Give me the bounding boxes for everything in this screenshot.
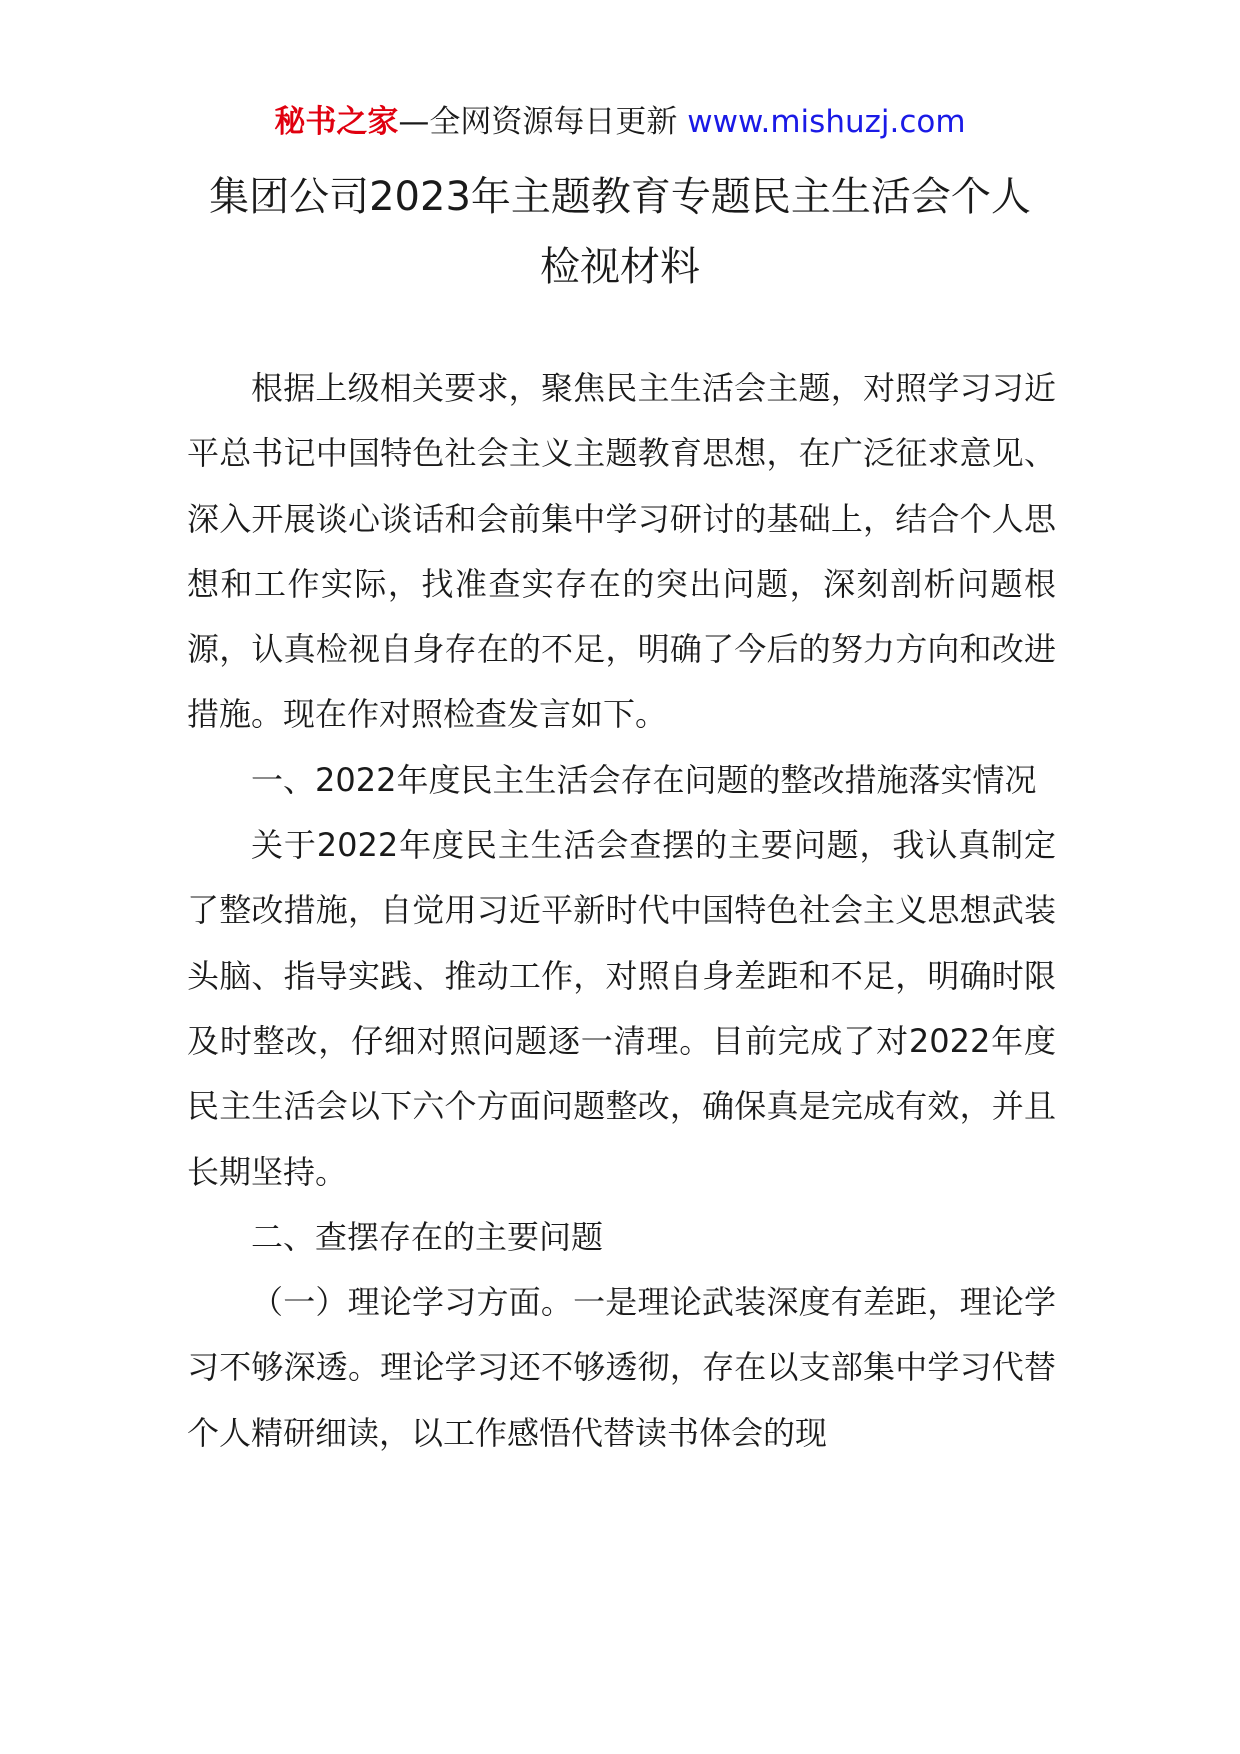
- title-line-2: 检视材料: [540, 244, 700, 290]
- document-title: [150, 162, 1090, 302]
- section-heading-2: 二、查摆存在的主要问题: [251, 1217, 604, 1256]
- body-paragraph: 关于2022年度民主生活会查摆的主要问题，我认真制定了整改措施，自觉用习近平新时代中国特色社会主义思想武装头脑、指导实践、推动工作，对照自身差距和不足，明确时限及时整改，仔细对照问题逐一清理。目前完成了对2022年度民主生活会以下六个方面问题整改，确保真是完成有效，并且长期坚持。: [187, 826, 1056, 1191]
- document-body: [187, 356, 1056, 1466]
- title-line-1: 集团公司2023年主题教育专题民主生活会个人: [209, 174, 1031, 220]
- site-header: [0, 102, 1240, 142]
- body-paragraph: （一）理论学习方面。一是理论武装深度有差距，理论学习不够深透。理论学习还不够透彻，存在以支部集中学习代替个人精研细读，以工作感悟代替读书体会的现: [187, 1283, 1056, 1452]
- intro-paragraph: 根据上级相关要求，聚焦民主生活会主题，对照学习习近平总书记中国特色社会主义主题教育思想，在广泛征求意见、深入开展谈心谈话和会前集中学习研讨的基础上，结合个人思想和工作实际，找准查实存在的突出问题，深刻剖析问题根源，认真检视自身存在的不足，明确了今后的努力方向和改进措施。现在作对照检查发言如下。: [187, 369, 1056, 734]
- section-heading-1: 一、2022年度民主生活会存在问题的整改措施落实情况: [251, 760, 1037, 799]
- site-url-link[interactable]: www.mishuzj.com: [687, 104, 966, 140]
- site-brand: 秘书之家: [274, 104, 399, 140]
- site-tagline: —全网资源每日更新: [398, 104, 688, 140]
